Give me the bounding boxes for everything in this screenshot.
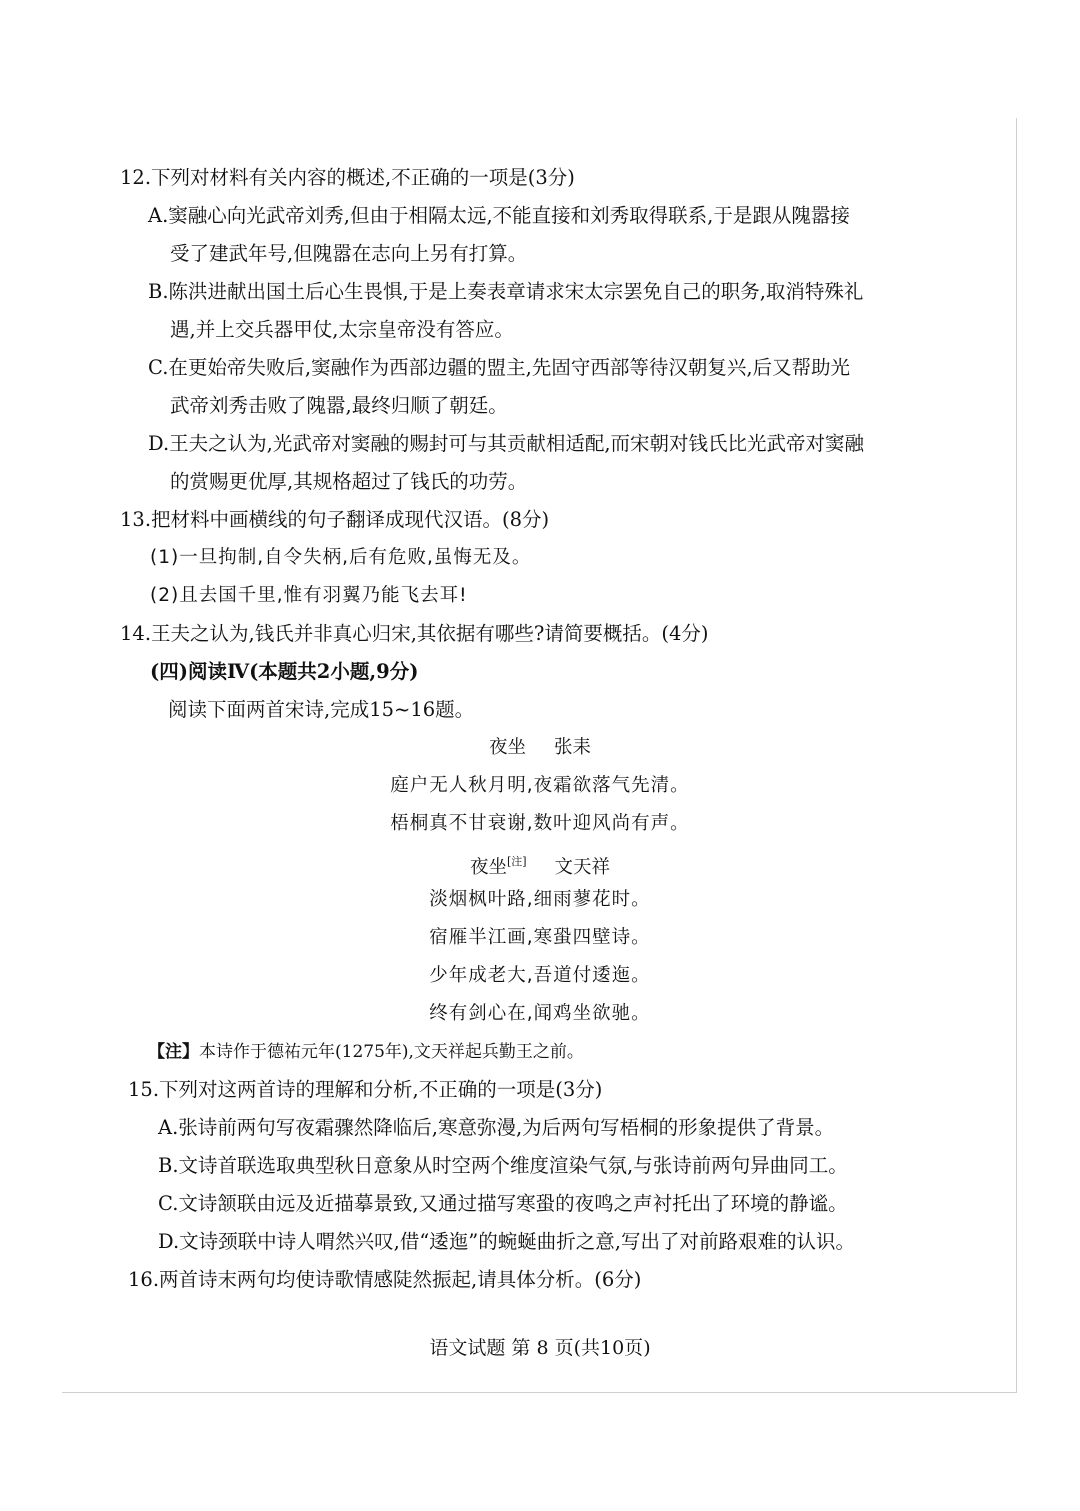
q12-option-c-line1: C.在更始帝失败后,窦融作为西部边疆的盟主,先固守西部等待汉朝复兴,后又帮助光 xyxy=(148,356,851,379)
poem-1-line-1: 庭户无人秋月明,夜霜欲落气先清。 xyxy=(390,775,690,796)
q12-option-b-line2: 遇,并上交兵器甲仗,太宗皇帝没有答应。 xyxy=(170,318,514,341)
q13-stem: 13.把材料中画横线的句子翻译成现代汉语。(8分) xyxy=(120,508,550,531)
q15-stem: 15.下列对这两首诗的理解和分析,不正确的一项是(3分) xyxy=(128,1078,603,1101)
poem-1-line-2: 梧桐真不甘衰谢,数叶迎风尚有声。 xyxy=(390,813,690,834)
q15-option-b: B.文诗首联选取典型秋日意象从时空两个维度渲染气氛,与张诗前两句异曲同工。 xyxy=(158,1154,848,1177)
section-4-intro: 阅读下面两首宋诗,完成15~16题。 xyxy=(168,698,475,721)
page-footer: 语文试题 第 8 页(共10页) xyxy=(429,1337,651,1359)
poem-2-header xyxy=(0,849,1080,881)
poem-2-line-4: 终有剑心在,闻鸡坐欲驰。 xyxy=(429,1003,651,1024)
poem-2-line-1: 淡烟枫叶路,细雨蓼花时。 xyxy=(429,889,651,910)
q15-option-a: A.张诗前两句写夜霜骤然降临后,寒意弥漫,为后两句写梧桐的形象提供了背景。 xyxy=(158,1116,835,1139)
poem-2-title: 夜坐 xyxy=(469,857,507,878)
q14-stem: 14.王夫之认为,钱氏并非真心归宋,其依据有哪些?请简要概括。(4分) xyxy=(120,622,709,645)
q12-option-a-line1: A.窦融心向光武帝刘秀,但由于相隔太远,不能直接和刘秀取得联系,于是跟从隗嚣接 xyxy=(148,204,850,227)
poem-note-text: 本诗作于德祐元年(1275年),文天祥起兵勤王之前。 xyxy=(199,1042,584,1062)
q13-sentence-2: (2)且去国千里,惟有羽翼乃能飞去耳! xyxy=(150,585,468,606)
poem-2-line-2: 宿雁半江画,寒蛩四壁诗。 xyxy=(429,927,651,948)
q12-option-d-line1: D.王夫之认为,光武帝对窦融的赐封可与其贡献相适配,而宋朝对钱氏比光武帝对窦融 xyxy=(148,432,865,455)
q12-stem: 12.下列对材料有关内容的概述,不正确的一项是(3分) xyxy=(120,166,575,189)
q13-sentence-1: (1)一旦拘制,自令失柄,后有危败,虽悔无及。 xyxy=(150,547,532,568)
q12-option-a-line2: 受了建武年号,但隗嚣在志向上另有打算。 xyxy=(170,242,528,265)
section-4-heading: (四)阅读Ⅳ(本题共2小题,9分) xyxy=(150,660,419,683)
poem-1-header xyxy=(0,735,1080,761)
q15-option-c: C.文诗颔联由远及近描摹景致,又通过描写寒蛩的夜鸣之声衬托出了环境的静谧。 xyxy=(158,1192,848,1215)
poem-1-title: 夜坐 xyxy=(488,737,526,758)
poem-1-author: 张耒 xyxy=(554,737,592,758)
q12-option-d-line2: 的赏赐更优厚,其规格超过了钱氏的功劳。 xyxy=(170,470,528,493)
poem-2-author: 文天祥 xyxy=(554,857,611,878)
poem-2-note-mark: [注] xyxy=(506,855,527,868)
poem-note xyxy=(148,1039,584,1065)
poem-note-label: 【注】 xyxy=(148,1042,199,1062)
q15-option-d: D.文诗颈联中诗人喟然兴叹,借“逶迤”的蜿蜒曲折之意,写出了对前路艰难的认识。 xyxy=(158,1230,855,1253)
poem-2-line-3: 少年成老大,吾道付逶迤。 xyxy=(429,965,651,986)
q16-stem: 16.两首诗末两句均使诗歌情感陡然振起,请具体分析。(6分) xyxy=(128,1268,642,1291)
page-border-bottom xyxy=(62,1392,1017,1393)
q12-option-c-line2: 武帝刘秀击败了隗嚣,最终归顺了朝廷。 xyxy=(170,394,508,417)
q12-option-b-line1: B.陈洪进献出国土后心生畏惧,于是上奏表章请求宋太宗罢免自己的职务,取消特殊礼 xyxy=(148,280,864,303)
